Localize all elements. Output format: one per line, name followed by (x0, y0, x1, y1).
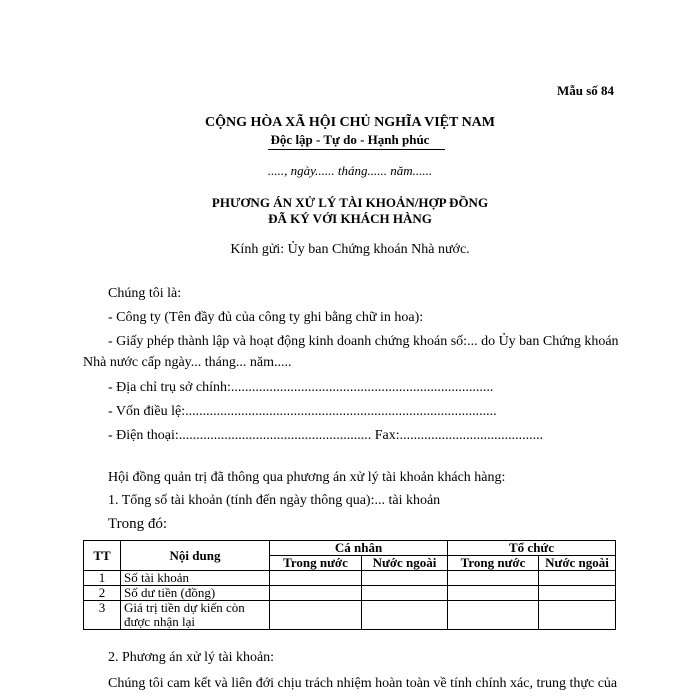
intro-line: Chúng tôi là: (108, 286, 182, 301)
date-line: ....., ngày...... tháng...... năm...... (267, 163, 433, 178)
table-cell (539, 571, 616, 586)
individual-foreign-header: Nước ngoài (362, 556, 448, 571)
board-approval-line: Hội đồng quản trị đã thông qua phương án xử lý tài khoản khách hàng: (108, 470, 506, 485)
col-tt-header: TT (84, 541, 121, 571)
table-header-row (84, 541, 616, 556)
row-number: 1 (84, 571, 121, 586)
capital-line: - Vốn điều lệ:......................................................................................... (108, 404, 497, 419)
phone-fax-line: - Điện thoại:....................................................... Fax:......................................... (108, 428, 544, 443)
table-cell (362, 601, 448, 630)
row-content: Số dư tiền (đồng) (121, 586, 270, 601)
document-title-line-1: PHƯƠNG ÁN XỬ LÝ TÀI KHOẢN/HỢP ĐỒNG (211, 195, 489, 210)
company-line: - Công ty (Tên đầy đủ của công ty ghi bằng chữ in hoa): (108, 310, 424, 325)
table-cell (539, 586, 616, 601)
individual-domestic-header: Trong nước (270, 556, 362, 571)
col-content-header: Nội dung (121, 541, 270, 571)
national-motto: Độc lập - Tự do - Hạnh phúc (270, 132, 430, 147)
group-individual-header: Cá nhân (270, 541, 448, 556)
table-cell (270, 586, 362, 601)
license-line-2: Nhà nước cấp ngày... tháng... năm..... (83, 355, 292, 370)
commitment-line: Chúng tôi cam kết và liên đới chịu trách nhiệm hoàn toàn về tính chính xác, trung thực của (108, 676, 618, 691)
license-line-1: - Giấy phép thành lập và hoạt động kinh doanh chứng khoán số:... do Ủy ban Chứng khoán (108, 334, 619, 349)
item-2-handling-plan: 2. Phương án xử lý tài khoản: (108, 650, 275, 665)
table-cell (448, 601, 539, 630)
table-cell (362, 571, 448, 586)
item-1-total-accounts: 1. Tổng số tài khoản (tính đến ngày thông qua):... tài khoản (108, 493, 441, 508)
row-number: 3 (84, 601, 121, 630)
table-cell (448, 571, 539, 586)
in-which-label: Trong đó: (108, 516, 168, 532)
accounts-table (83, 540, 616, 630)
form-number: Mẫu số 84 (557, 83, 615, 98)
table-row (84, 601, 616, 630)
row-content-line-1: Giá trị tiền dự kiến còn (124, 600, 245, 615)
addressee: Kính gửi: Ủy ban Chứng khoán Nhà nước. (230, 242, 470, 257)
motto-underline (268, 149, 445, 150)
table-cell (270, 571, 362, 586)
table-cell (539, 601, 616, 630)
table-cell (362, 586, 448, 601)
row-content: Số tài khoản (121, 571, 270, 586)
address-line: - Địa chỉ trụ sở chính:........................................................................... (108, 380, 494, 395)
group-organization-header: Tổ chức (448, 541, 616, 556)
organization-domestic-header: Trong nước (448, 556, 539, 571)
organization-foreign-header: Nước ngoài (539, 556, 616, 571)
row-content (121, 601, 270, 630)
table-row (84, 571, 616, 586)
table-cell (448, 586, 539, 601)
row-content-line-2: được nhận lại (124, 614, 195, 629)
row-number: 2 (84, 586, 121, 601)
country-name: CỘNG HÒA XÃ HỘI CHỦ NGHĨA VIỆT NAM (204, 115, 495, 130)
table-cell (270, 601, 362, 630)
document-title-line-2: ĐÃ KÝ VỚI KHÁCH HÀNG (268, 211, 432, 226)
table-row (84, 586, 616, 601)
